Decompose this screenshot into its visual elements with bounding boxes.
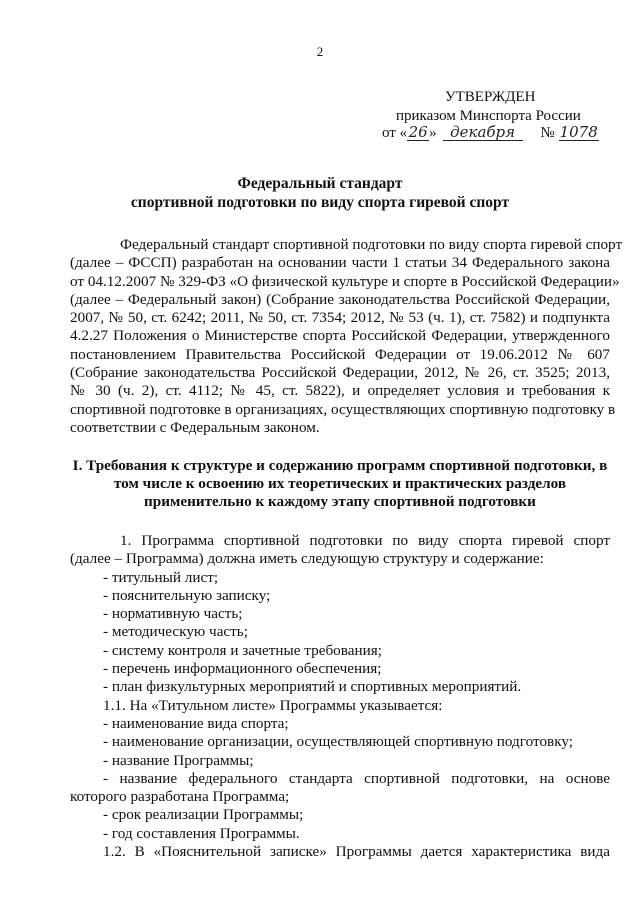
list-item: - систему контроля и зачетные требования; — [103, 641, 382, 659]
section-heading-line: применительно к каждому этапу спортивной подготовки — [144, 493, 536, 510]
list-item: - пояснительную записку; — [103, 586, 271, 604]
body-line: 1. Программа спортивной подготовки по виду спорта гиревой спорт — [120, 532, 610, 549]
intro-line: соответствии с Федеральным законом. — [70, 418, 320, 436]
intro-line: (далее – ФССП) разработан на основании части 1 статьи 34 Федерального закона — [70, 254, 610, 272]
intro-line: постановлением Правительства Российской Федерации от 19.06.2012 № 607 — [70, 345, 610, 363]
list-item: - срок реализации Программы; — [103, 806, 304, 824]
approval-month: декабря — [443, 125, 523, 141]
approval-number-prefix: № — [540, 125, 555, 141]
list-item: - название федерального стандарта спортивной подготовки, на основе — [103, 769, 610, 787]
approval-quote-close: » — [429, 125, 437, 141]
approval-day: 26 — [408, 123, 428, 141]
approval-date-line — [382, 125, 599, 142]
list-item: - перечень информационного обеспечения; — [103, 660, 382, 678]
body-line: 1.2. В «Пояснительной записке» Программы дается характеристика вида — [103, 843, 610, 861]
approval-number: 1078 — [559, 123, 598, 141]
intro-line: от 04.12.2007 № 329-ФЗ «О физической культуре и спорте в Российской Федерации» — [70, 272, 620, 290]
page-number: 2 — [316, 44, 324, 59]
approval-order-line: приказом Минспорта России — [396, 108, 581, 124]
section-1-body — [70, 532, 610, 861]
doc-title-line-1: Федеральный стандарт — [237, 175, 403, 192]
intro-line: Федеральный стандарт спортивной подготовки по виду спорта гиревой спорт — [120, 236, 623, 253]
list-item: - год составления Программы. — [103, 824, 300, 842]
section-heading-line: том числе к освоению их теоретических и практических разделов — [113, 475, 567, 492]
intro-paragraph — [70, 236, 623, 437]
intro-line: спортивной подготовке в организациях, осуществляющих спортивную подготовку в — [70, 400, 616, 418]
approval-from-prefix: от « — [382, 125, 408, 141]
list-item: - титульный лист; — [103, 568, 219, 586]
list-item: - план физкультурных мероприятий и спортивных мероприятий. — [103, 678, 522, 696]
list-item: - наименование организации, осуществляющей спортивную подготовку; — [103, 733, 573, 751]
section-1-heading — [70, 457, 610, 511]
approval-title: УТВЕРЖДЕН — [445, 89, 536, 105]
list-item: - название Программы; — [103, 751, 254, 769]
doc-title-line-2: спортивной подготовки по виду спорта гиревой спорт — [130, 194, 510, 211]
list-item: - методическую часть; — [103, 623, 248, 641]
intro-line: 2007, № 50, ст. 6242; 2011, № 50, ст. 7354; 2012, № 53 (ч. 1), ст. 7582) и подпункта — [70, 309, 610, 327]
section-heading-line: I. Требования к структуре и содержанию программ спортивной подготовки, в — [72, 457, 608, 474]
intro-line: (Собрание законодательства Российской Федерации, 2012, № 26, ст. 3525; 2013, — [70, 364, 610, 382]
body-line: (далее – Программа) должна иметь следующую структуру и содержание: — [70, 550, 544, 568]
intro-line: 4.2.27 Положения о Министерстве спорта Российской Федерации, утвержденного — [70, 327, 610, 345]
intro-line: № 30 (ч. 2), ст. 4112; № 45, ст. 5822), и определяет условия и требования к — [70, 382, 610, 400]
body-line: которого разработана Программа; — [70, 788, 290, 806]
body-line: 1.1. На «Титульном листе» Программы указывается: — [103, 696, 443, 714]
intro-line: (далее – Федеральный закон) (Собрание законодательства Российской Федерации, — [70, 290, 610, 308]
list-item: - нормативную часть; — [103, 605, 243, 623]
list-item: - наименование вида спорта; — [103, 714, 289, 732]
